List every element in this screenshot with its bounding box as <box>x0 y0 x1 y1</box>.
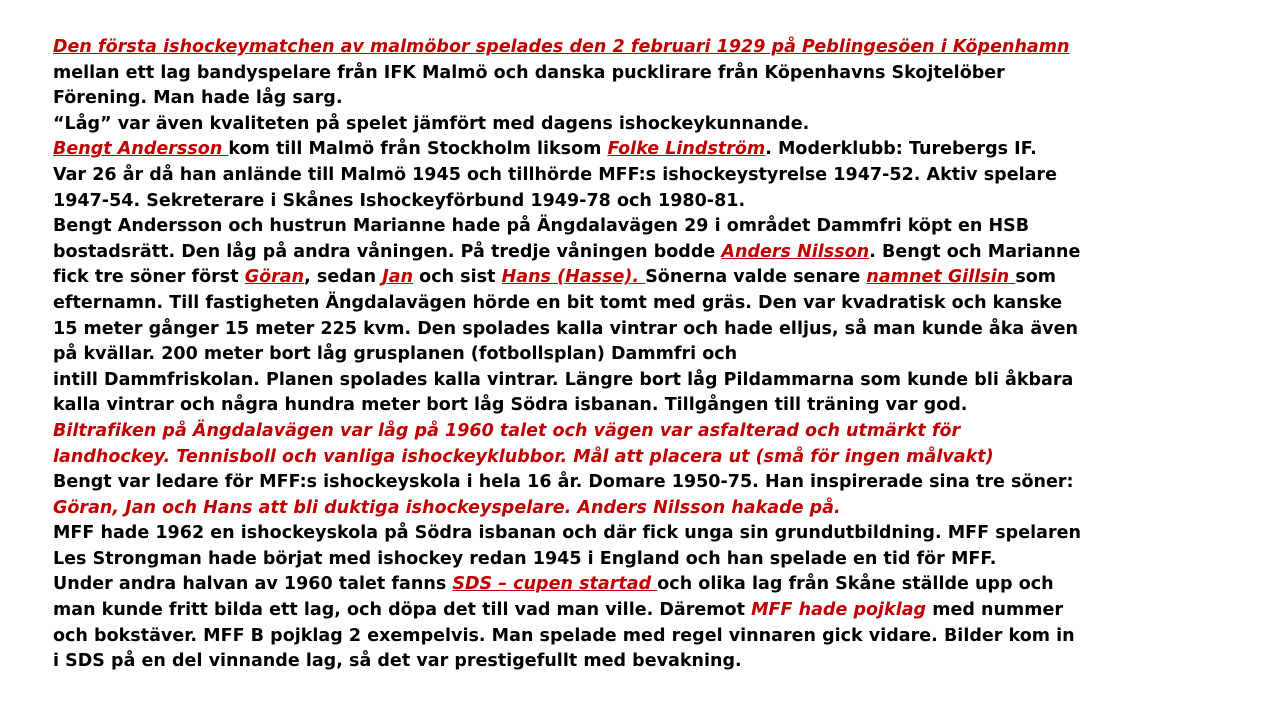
body-text: Under andra halvan av 1960 talet fanns <box>53 574 453 595</box>
body-text: MFF hade 1962 en ishockeyskola på Södra isbanan och där fick unga sin grundutbildning. MFF spelaren <box>53 523 1081 544</box>
text-line <box>53 342 1268 368</box>
body-text: Bengt Andersson och hustrun Marianne hade på Ängdalavägen 29 i området Dammfri köpt en HSB <box>53 216 1030 237</box>
paragraph <box>53 112 1268 138</box>
body-text: kom till Malmö från Stockholm liksom <box>228 139 608 160</box>
underlined-link-text[interactable]: SDS – cupen startad <box>452 574 658 595</box>
highlighted-text: Biltrafiken på Ängdalavägen var låg på 1960 talet och vägen var asfalterad och utmärkt för <box>53 420 961 441</box>
text-line <box>53 86 1268 112</box>
body-text: Var 26 år då han anlände till Malmö 1945 och tillhörde MFF:s ishockeystyrelse 1947-52. Aktiv spelare <box>53 164 1057 185</box>
underlined-link-text[interactable]: namnet Gillsin <box>866 267 1016 288</box>
body-text: “Låg” var även kvaliteten på spelet jämfört med dagens ishockeykunnande. <box>53 113 810 134</box>
paragraph <box>53 572 1268 674</box>
body-text: Bengt var ledare för MFF:s ishockeyskola i hela 16 år. Domare 1950-75. Han inspirerade sina tre söner: <box>53 472 1074 493</box>
underlined-link-text[interactable]: Hans (Hasse). <box>501 267 646 288</box>
body-text: kalla vintrar och några hundra meter bort låg Södra isbanan. Tillgången till träning var god. <box>53 395 968 416</box>
body-text: bostadsrätt. Den låg på andra våningen. På tredje våningen bodde <box>53 241 722 262</box>
body-text: man kunde fritt bilda ett lag, och döpa det till vad man ville. Däremot <box>53 600 752 621</box>
highlighted-text: landhockey. Tennisboll och vanliga ishockeyklubbor. Mål att placera ut (små för ingen målvakt) <box>53 446 994 467</box>
body-text: som <box>1015 267 1057 288</box>
text-line <box>53 291 1268 317</box>
paragraph <box>53 521 1268 572</box>
text-line <box>53 470 1268 496</box>
slide-body <box>53 35 1268 675</box>
body-text: , sedan <box>304 267 383 288</box>
text-line <box>53 649 1268 675</box>
text-line <box>53 214 1268 240</box>
body-text: på kvällar. 200 meter bort låg grusplanen (fotbollsplan) Dammfri och <box>53 344 738 365</box>
text-line <box>53 393 1268 419</box>
highlighted-text: Göran, Jan och Hans att bli duktiga ishockeyspelare. Anders Nilsson hakade på. <box>53 497 841 518</box>
body-text: Sönerna valde senare <box>645 267 867 288</box>
body-text: mellan ett lag bandyspelare från IFK Malmö och danska pucklirare från Köpenhavns Skojtelöber <box>53 62 1005 83</box>
text-line <box>53 419 1268 445</box>
highlighted-text: MFF hade pojklag <box>751 600 927 621</box>
paragraph <box>53 137 1268 214</box>
text-line <box>53 521 1268 547</box>
body-text: 1947-54. Sekreterare i Skånes Ishockeyförbund 1949-78 och 1980-81. <box>53 190 746 211</box>
text-line <box>53 547 1268 573</box>
underlined-link-text[interactable]: Folke Lindström <box>607 139 766 160</box>
body-text: intill Dammfriskolan. Planen spolades kalla vintrar. Längre bort låg Pildammarna som kunde bli åkbara <box>53 369 1074 390</box>
underlined-link-text[interactable]: Anders Nilsson <box>721 241 870 262</box>
paragraph <box>53 419 1268 470</box>
text-line <box>53 624 1268 650</box>
text-line <box>53 61 1268 87</box>
body-text: fick tre söner först <box>53 267 245 288</box>
text-line <box>53 496 1268 522</box>
underlined-link-text[interactable]: Göran <box>244 267 305 288</box>
text-line <box>53 112 1268 138</box>
body-text: Les Strongman hade börjat med ishockey redan 1945 i England och han spelade en tid för MFF. <box>53 548 997 569</box>
text-line <box>53 189 1268 215</box>
text-line <box>53 163 1268 189</box>
text-line <box>53 240 1268 266</box>
paragraph <box>53 35 1268 112</box>
text-line <box>53 598 1268 624</box>
body-text: med nummer <box>926 600 1064 621</box>
body-text: . Bengt och Marianne <box>869 241 1081 262</box>
underlined-link-text[interactable]: Bengt Andersson <box>53 139 229 160</box>
body-text: Förening. Man hade låg sarg. <box>53 88 343 109</box>
text-line <box>53 445 1268 471</box>
underlined-link-text[interactable]: Jan <box>382 267 414 288</box>
body-text: 15 meter gånger 15 meter 225 kvm. Den spolades kalla vintrar och hade elljus, så man kunde åka även <box>53 318 1078 339</box>
text-line <box>53 368 1268 394</box>
underlined-link-text[interactable]: Den första ishockeymatchen av malmöbor spelades den 2 februari 1929 på Peblingesöen i Köpenhamn <box>53 37 1070 57</box>
body-text: och sist <box>413 267 502 288</box>
text-line <box>53 317 1268 343</box>
body-text: och olika lag från Skåne ställde upp och <box>657 574 1054 595</box>
text-line <box>53 137 1268 163</box>
paragraph <box>53 470 1268 521</box>
text-line <box>53 265 1268 291</box>
paragraph <box>53 214 1268 419</box>
body-text: och bokstäver. MFF B pojklag 2 exempelvis. Man spelade med regel vinnaren gick vidare. Bilder kom in <box>53 625 1075 646</box>
body-text: i SDS på en del vinnande lag, så det var prestigefullt med bevakning. <box>53 651 742 672</box>
text-line <box>53 35 1268 61</box>
text-line <box>53 572 1268 598</box>
body-text: . Moderklubb: Turebergs IF. <box>765 139 1037 160</box>
body-text: efternamn. Till fastigheten Ängdalavägen hörde en bit tomt med gräs. Den var kvadratisk och kanske <box>53 292 1063 313</box>
